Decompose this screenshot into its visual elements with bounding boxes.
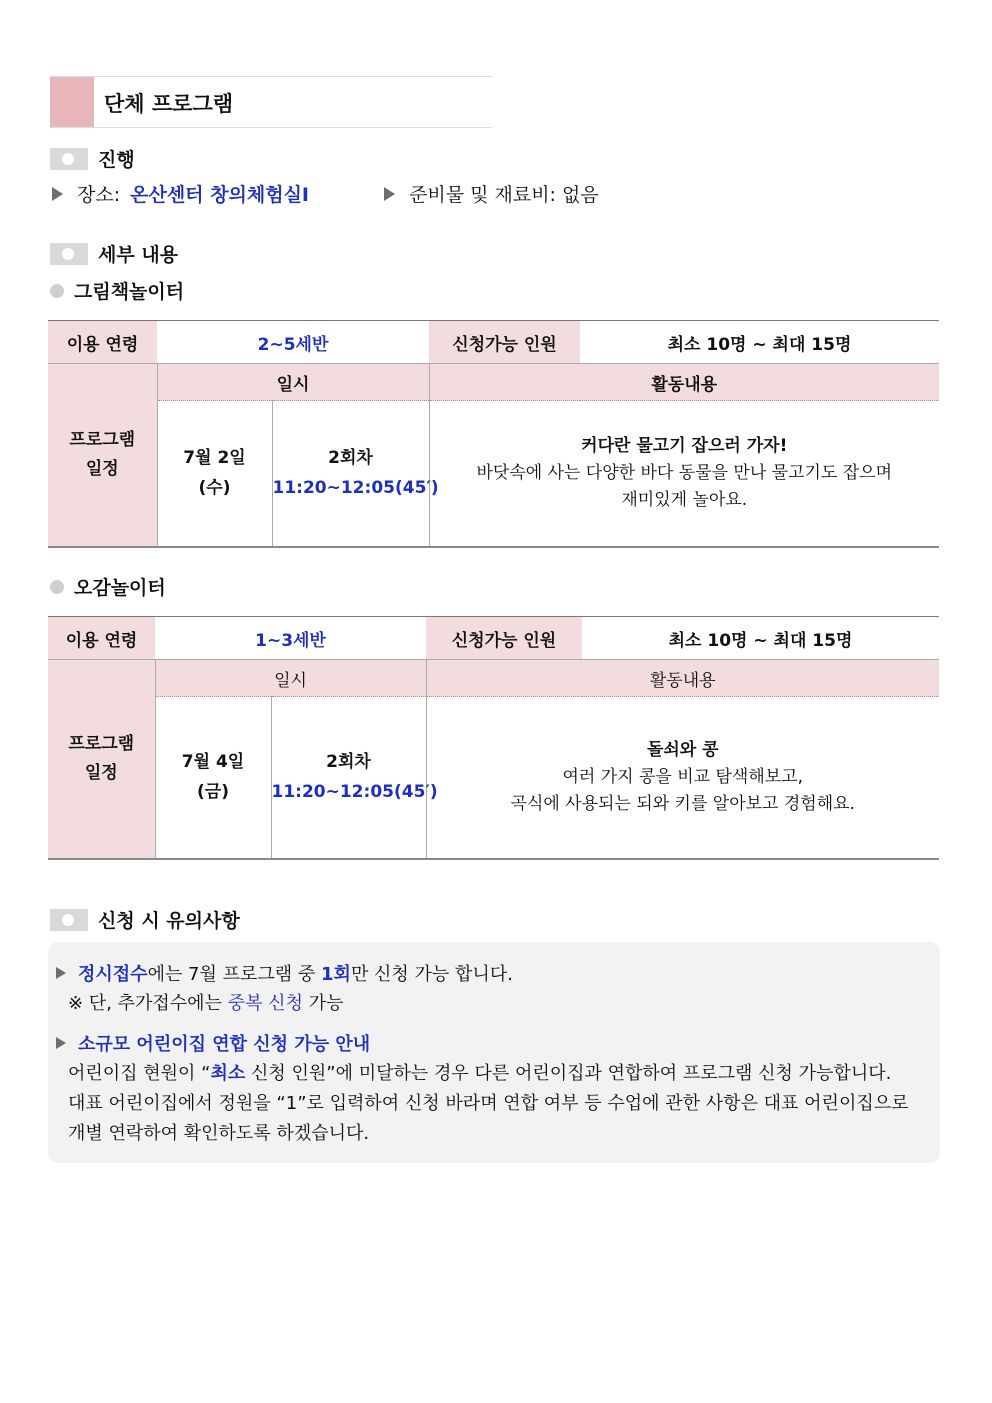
activity-header: 활동내용 [426,660,939,697]
capacity-value: 최소 10명 ~ 최대 15명 [580,321,939,364]
date-header: 일시 [157,364,429,401]
materials-text: 준비물 및 재료비: 없음 [409,184,599,206]
activity-desc-line: 바닷속에 사는 다양한 바다 동물을 만나 물고기도 잡으며 [476,462,893,483]
highlight-text: 소규모 어린이집 연합 신청 가능 안내 [78,1034,371,1055]
program-1-table [48,320,939,548]
highlight-text: 중복 신청 [227,993,303,1014]
notice-text: 만 신청 가능 합니다. [350,964,513,985]
age-label: 이용 연령 [48,617,155,660]
program-2-name [50,573,166,600]
session-cell [272,401,439,547]
age-label: 이용 연령 [48,321,157,364]
section-label: 신청 시 유의사항 [98,910,240,932]
circle-bullet-icon [50,148,88,170]
section-label: 진행 [98,149,135,171]
page-title-bar [50,76,492,128]
date-text: 7월 4일 [181,752,245,773]
dot-bullet-icon [50,580,64,594]
notice-text: 신청 인원”에 미달하는 경우 다른 어린이집과 연합하여 프로그램 신청 가능합니다. [245,1063,892,1084]
triangle-bullet-icon [384,187,395,201]
notice-item-2-title [56,1030,370,1056]
activity-title: 돌쇠와 콩 [646,739,719,760]
notice-text: 가능 [302,993,344,1014]
date-cell [155,697,271,859]
age-value: 1~3세반 [155,617,426,660]
triangle-bullet-icon [56,1037,66,1049]
age-value: 2~5세반 [157,321,429,364]
highlight-text: 1회 [321,964,351,985]
weekday-text: (수) [198,478,231,499]
notice-item-1-note [68,989,343,1015]
notice-item-2-line: 대표 어린이집에서 정원을 “1”로 입력하여 신청 바라며 연합 여부 등 수업에 관한 사항은 대표 어린이집으로 [68,1093,909,1114]
program-name: 그림책놀이터 [74,281,185,303]
triangle-bullet-icon [56,967,66,979]
materials-line [384,180,599,207]
weekday-text: (금) [197,782,229,803]
date-header: 일시 [155,660,426,697]
date-text: 7월 2일 [183,448,246,469]
section-details-heading [50,240,178,267]
highlight-text: 최소 [210,1063,246,1084]
schedule-label [48,364,157,547]
activity-cell [429,401,939,547]
activity-header: 활동내용 [429,364,939,401]
notice-box [48,942,940,1163]
dot-bullet-icon [50,284,64,298]
circle-bullet-icon [50,909,88,931]
session-text: 2회차 [326,752,371,773]
activity-desc-line: 곡식에 사용되는 되와 키를 알아보고 경험해요. [510,793,855,814]
capacity-label: 신청가능 인원 [429,321,580,364]
section-progress-heading [50,145,135,172]
notice-item-2-line: 개별 연락하여 확인하도록 하겠습니다. [68,1123,370,1144]
section-notice-heading [50,906,240,933]
schedule-label-text: 프로그램 일정 [68,733,135,783]
program-name: 오감놀이터 [74,577,166,599]
capacity-value: 최소 10명 ~ 최대 15명 [582,617,939,660]
notice-text: 어린이집 현원이 “ [68,1063,211,1084]
notice-text: 에는 7월 프로그램 중 [147,964,322,985]
time-text: 11:20~12:05(45′) [272,478,439,499]
section-label: 세부 내용 [98,244,179,266]
notice-item-1 [56,960,513,986]
date-cell [157,401,272,547]
activity-cell [426,697,939,859]
location-line [52,180,309,207]
activity-desc-line: 여러 가지 콩을 비교 탐색해보고, [562,766,803,787]
session-cell [271,697,438,859]
highlight-text: 정시접수 [78,964,148,985]
activity-title: 커다란 물고기 잡으러 가자! [581,435,788,456]
notice-text: ※ 단, 추가접수에는 [68,993,228,1014]
activity-desc-line: 재미있게 놀아요. [621,489,748,510]
time-text: 11:20~12:05(45′) [271,782,438,803]
session-text: 2회차 [328,448,373,469]
schedule-label-text: 프로그램 일정 [69,429,136,479]
circle-bullet-icon [50,243,88,265]
notice-item-2-line [68,1059,891,1085]
schedule-label [48,660,155,859]
location-label: 장소: [77,184,121,206]
page-title: 단체 프로그램 [104,92,234,116]
title-accent-block [50,77,94,127]
capacity-label: 신청가능 인원 [426,617,582,660]
location-value: 온산센터 창의체험실Ⅰ [130,184,309,206]
program-2-table [48,616,939,860]
triangle-bullet-icon [52,187,63,201]
program-1-name [50,277,184,304]
